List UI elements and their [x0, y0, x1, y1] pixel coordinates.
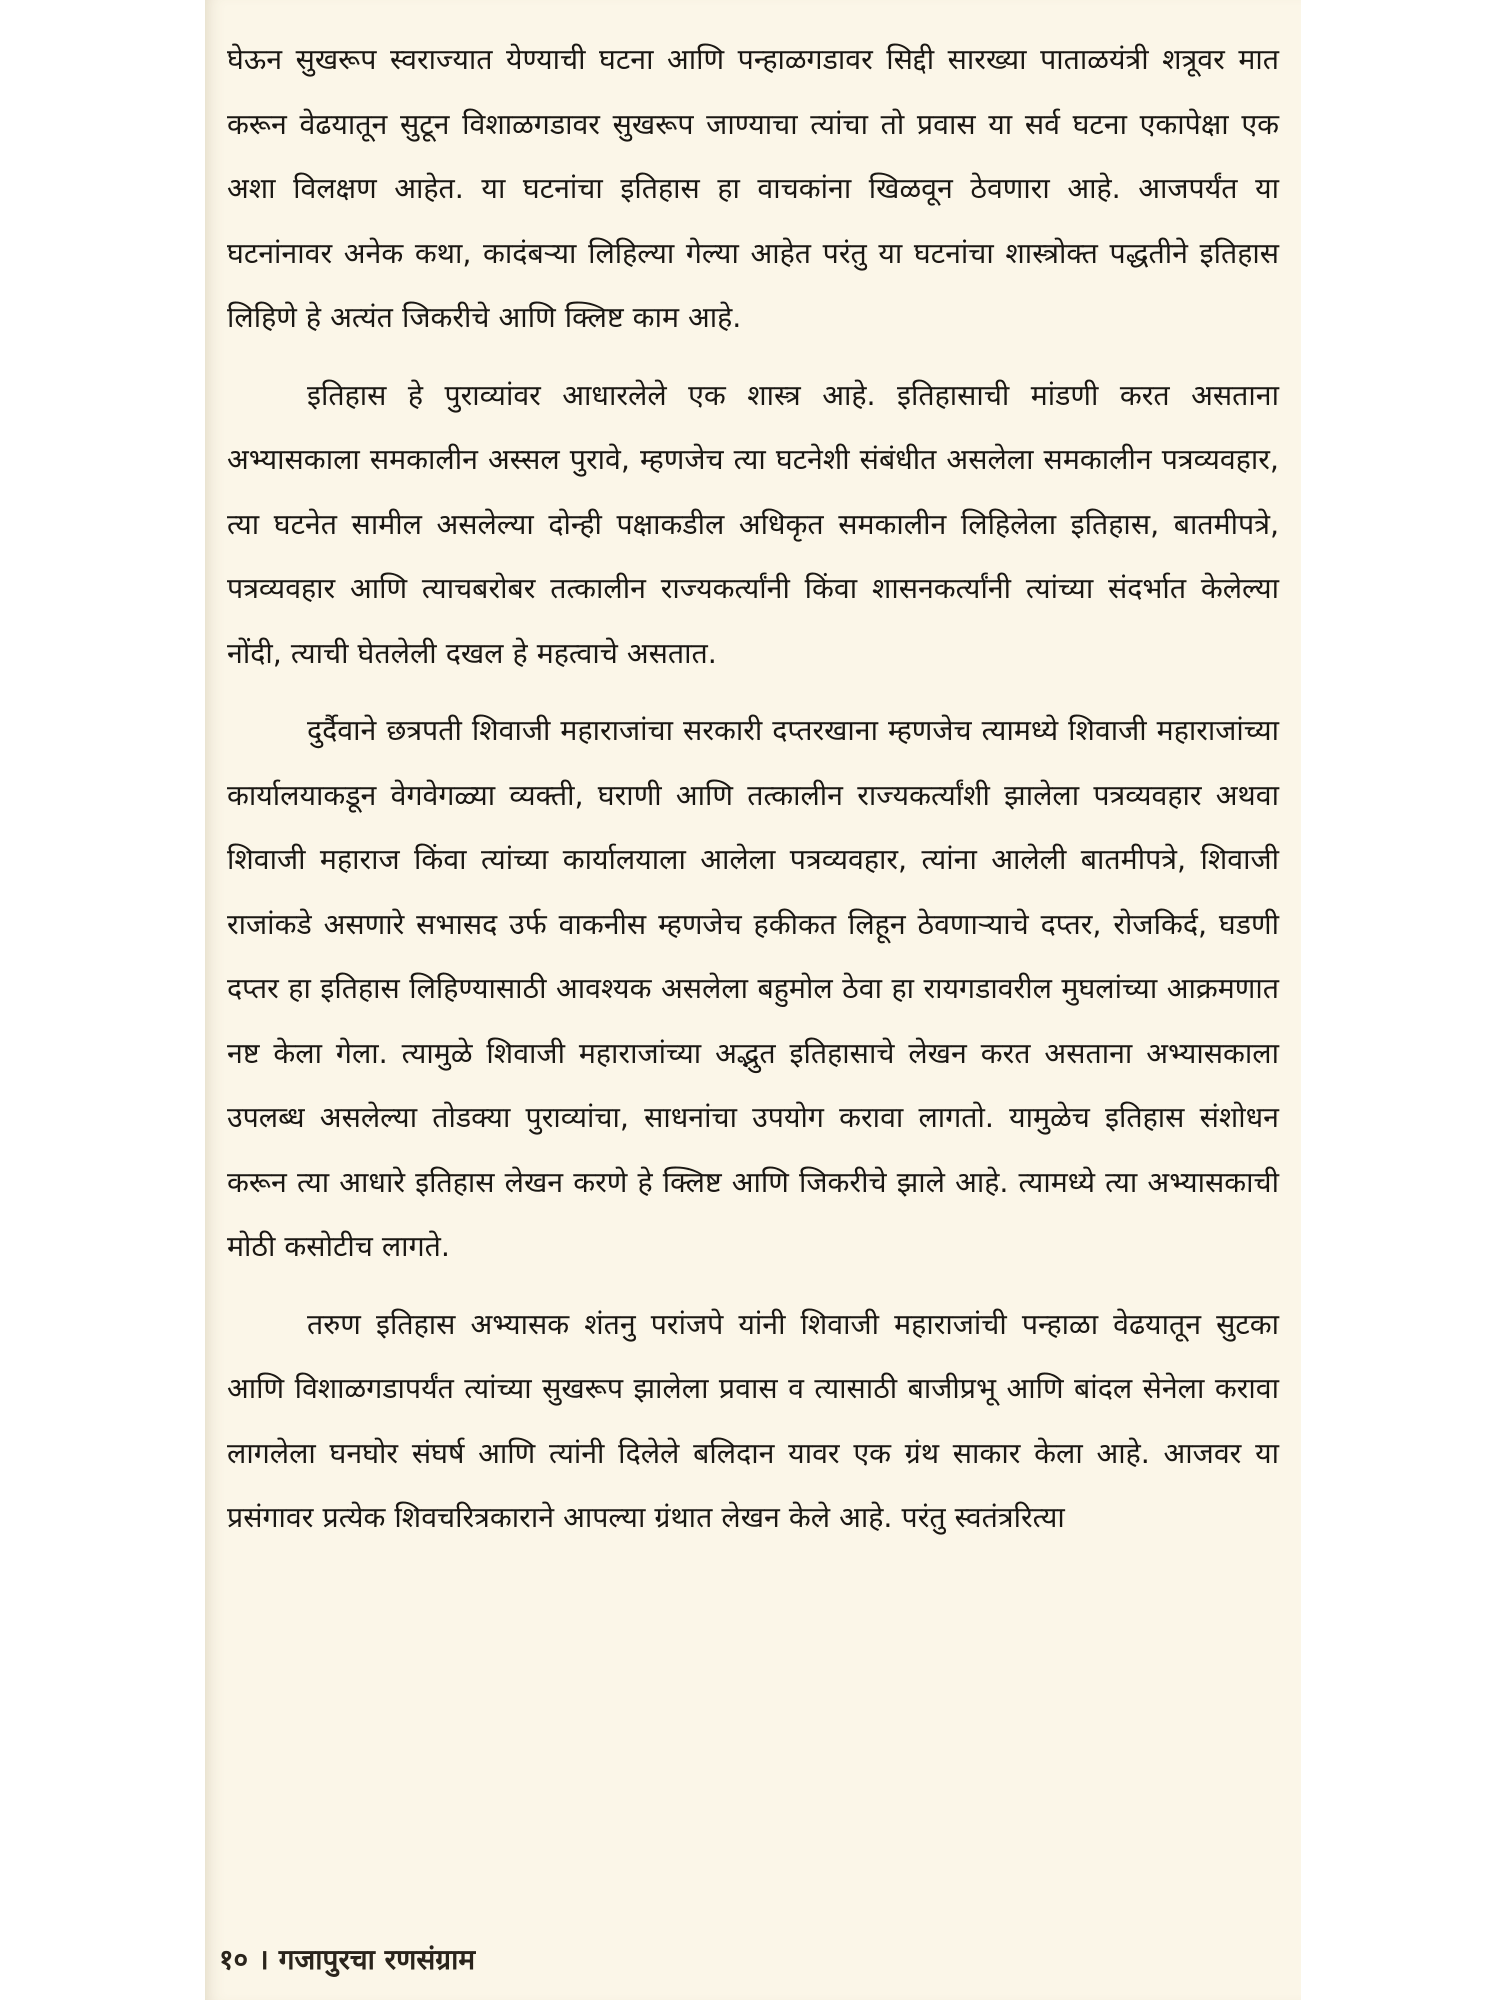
paragraph-3: दुर्दैवाने छत्रपती शिवाजी महाराजांचा सरकारी दप्तरखाना म्हणजेच त्यामध्ये शिवाजी महाराजांच्या कार्यालयाकडून वेगवेगळ्या व्यक्ती, घराणी आणि तत्कालीन राज्यकर्त्यांशी झालेला पत्रव्यवहार अथवा शिवाजी महाराज किंवा त्यांच्या कार्यालयाला आलेला पत्रव्यवहार, त्यांना आलेली बातमीपत्रे, शिवाजी राजांकडे असणारे सभासद उर्फ वाकनीस म्हणजेच हकीकत लिहून ठेवणाऱ्याचे दप्तर, रोजकिर्द, घडणी दप्तर हा इतिहास लिहिण्यासाठी आवश्यक असलेला बहुमोल ठेवा हा रायगडावरील मुघलांच्या आक्रमणात नष्ट केला गेला. त्यामुळे शिवाजी महाराजांच्या अद्भुत इतिहासाचे लेखन करत असताना अभ्यासकाला उपलब्ध असलेल्या तोडक्या पुराव्यांचा, साधनांचा उपयोग करावा लागतो. यामुळेच इतिहास संशोधन करून त्या आधारे इतिहास लेखन करणे हे क्लिष्ट आणि जिकरीचे झाले आहे. त्यामध्ये त्या अभ्यासकाची मोठी कसोटीच लागते.	[227, 714, 1279, 1263]
paragraph-4: तरुण इतिहास अभ्यासक शंतनु परांजपे यांनी शिवाजी महाराजांची पन्हाळा वेढयातून सुटका आणि विशाळगडापर्यंत त्यांच्या सुखरूप झालेला प्रवास व त्यासाठी बाजीप्रभू आणि बांदल सेनेला करावा लागलेला घनघोर संघर्ष आणि त्यांनी दिलेले बलिदान यावर एक ग्रंथ साकार केला आहे. आजवर या प्रसंगावर प्रत्येक शिवचरित्रकाराने आपल्या ग्रंथात लेखन केले आहे. परंतु स्वतंत्ररित्या	[227, 1307, 1279, 1534]
running-book-title: गजापुरचा रणसंग्राम	[278, 1943, 476, 1976]
book-page	[205, 0, 1301, 2000]
page-number: १०	[219, 1943, 249, 1976]
footer-separator: ।	[258, 1943, 269, 1976]
body-text	[227, 28, 1279, 1564]
paragraph-1: घेऊन सुखरूप स्वराज्यात येण्याची घटना आणि पन्हाळगडावर सिद्दी सारख्या पाताळयंत्री शत्रूवर मात करून वेढयातून सुटून विशाळगडावर सुखरूप जाण्याचा त्यांचा तो प्रवास या सर्व घटना एकापेक्षा एक अशा विलक्षण आहेत. या घटनांचा इतिहास हा वाचकांना खिळवून ठेवणारा आहे. आजपर्यंत या घटनांनावर अनेक कथा, कादंबऱ्या लिहिल्या गेल्या आहेत परंतु या घटनांचा शास्त्रोक्त पद्धतीने इतिहास लिहिणे हे अत्यंत जिकरीचे आणि क्लिष्ट काम आहे.	[227, 43, 1279, 334]
page-footer	[219, 1940, 475, 1978]
paragraph-2: इतिहास हे पुराव्यांवर आधारलेले एक शास्त्र आहे. इतिहासाची मांडणी करत असताना अभ्यासकाला समकालीन अस्सल पुरावे, म्हणजेच त्या घटनेशी संबंधीत असलेला समकालीन पत्रव्यवहार, त्या घटनेत सामील असलेल्या दोन्ही पक्षाकडील अधिकृत समकालीन लिहिलेला इतिहास, बातमीपत्रे, पत्रव्यवहार आणि त्याचबरोबर तत्कालीन राज्यकर्त्यांनी किंवा शासनकर्त्यांनी त्यांच्या संदर्भात केलेल्या नोंदी, त्याची घेतलेली दखल हे महत्वाचे असतात.	[227, 378, 1279, 670]
